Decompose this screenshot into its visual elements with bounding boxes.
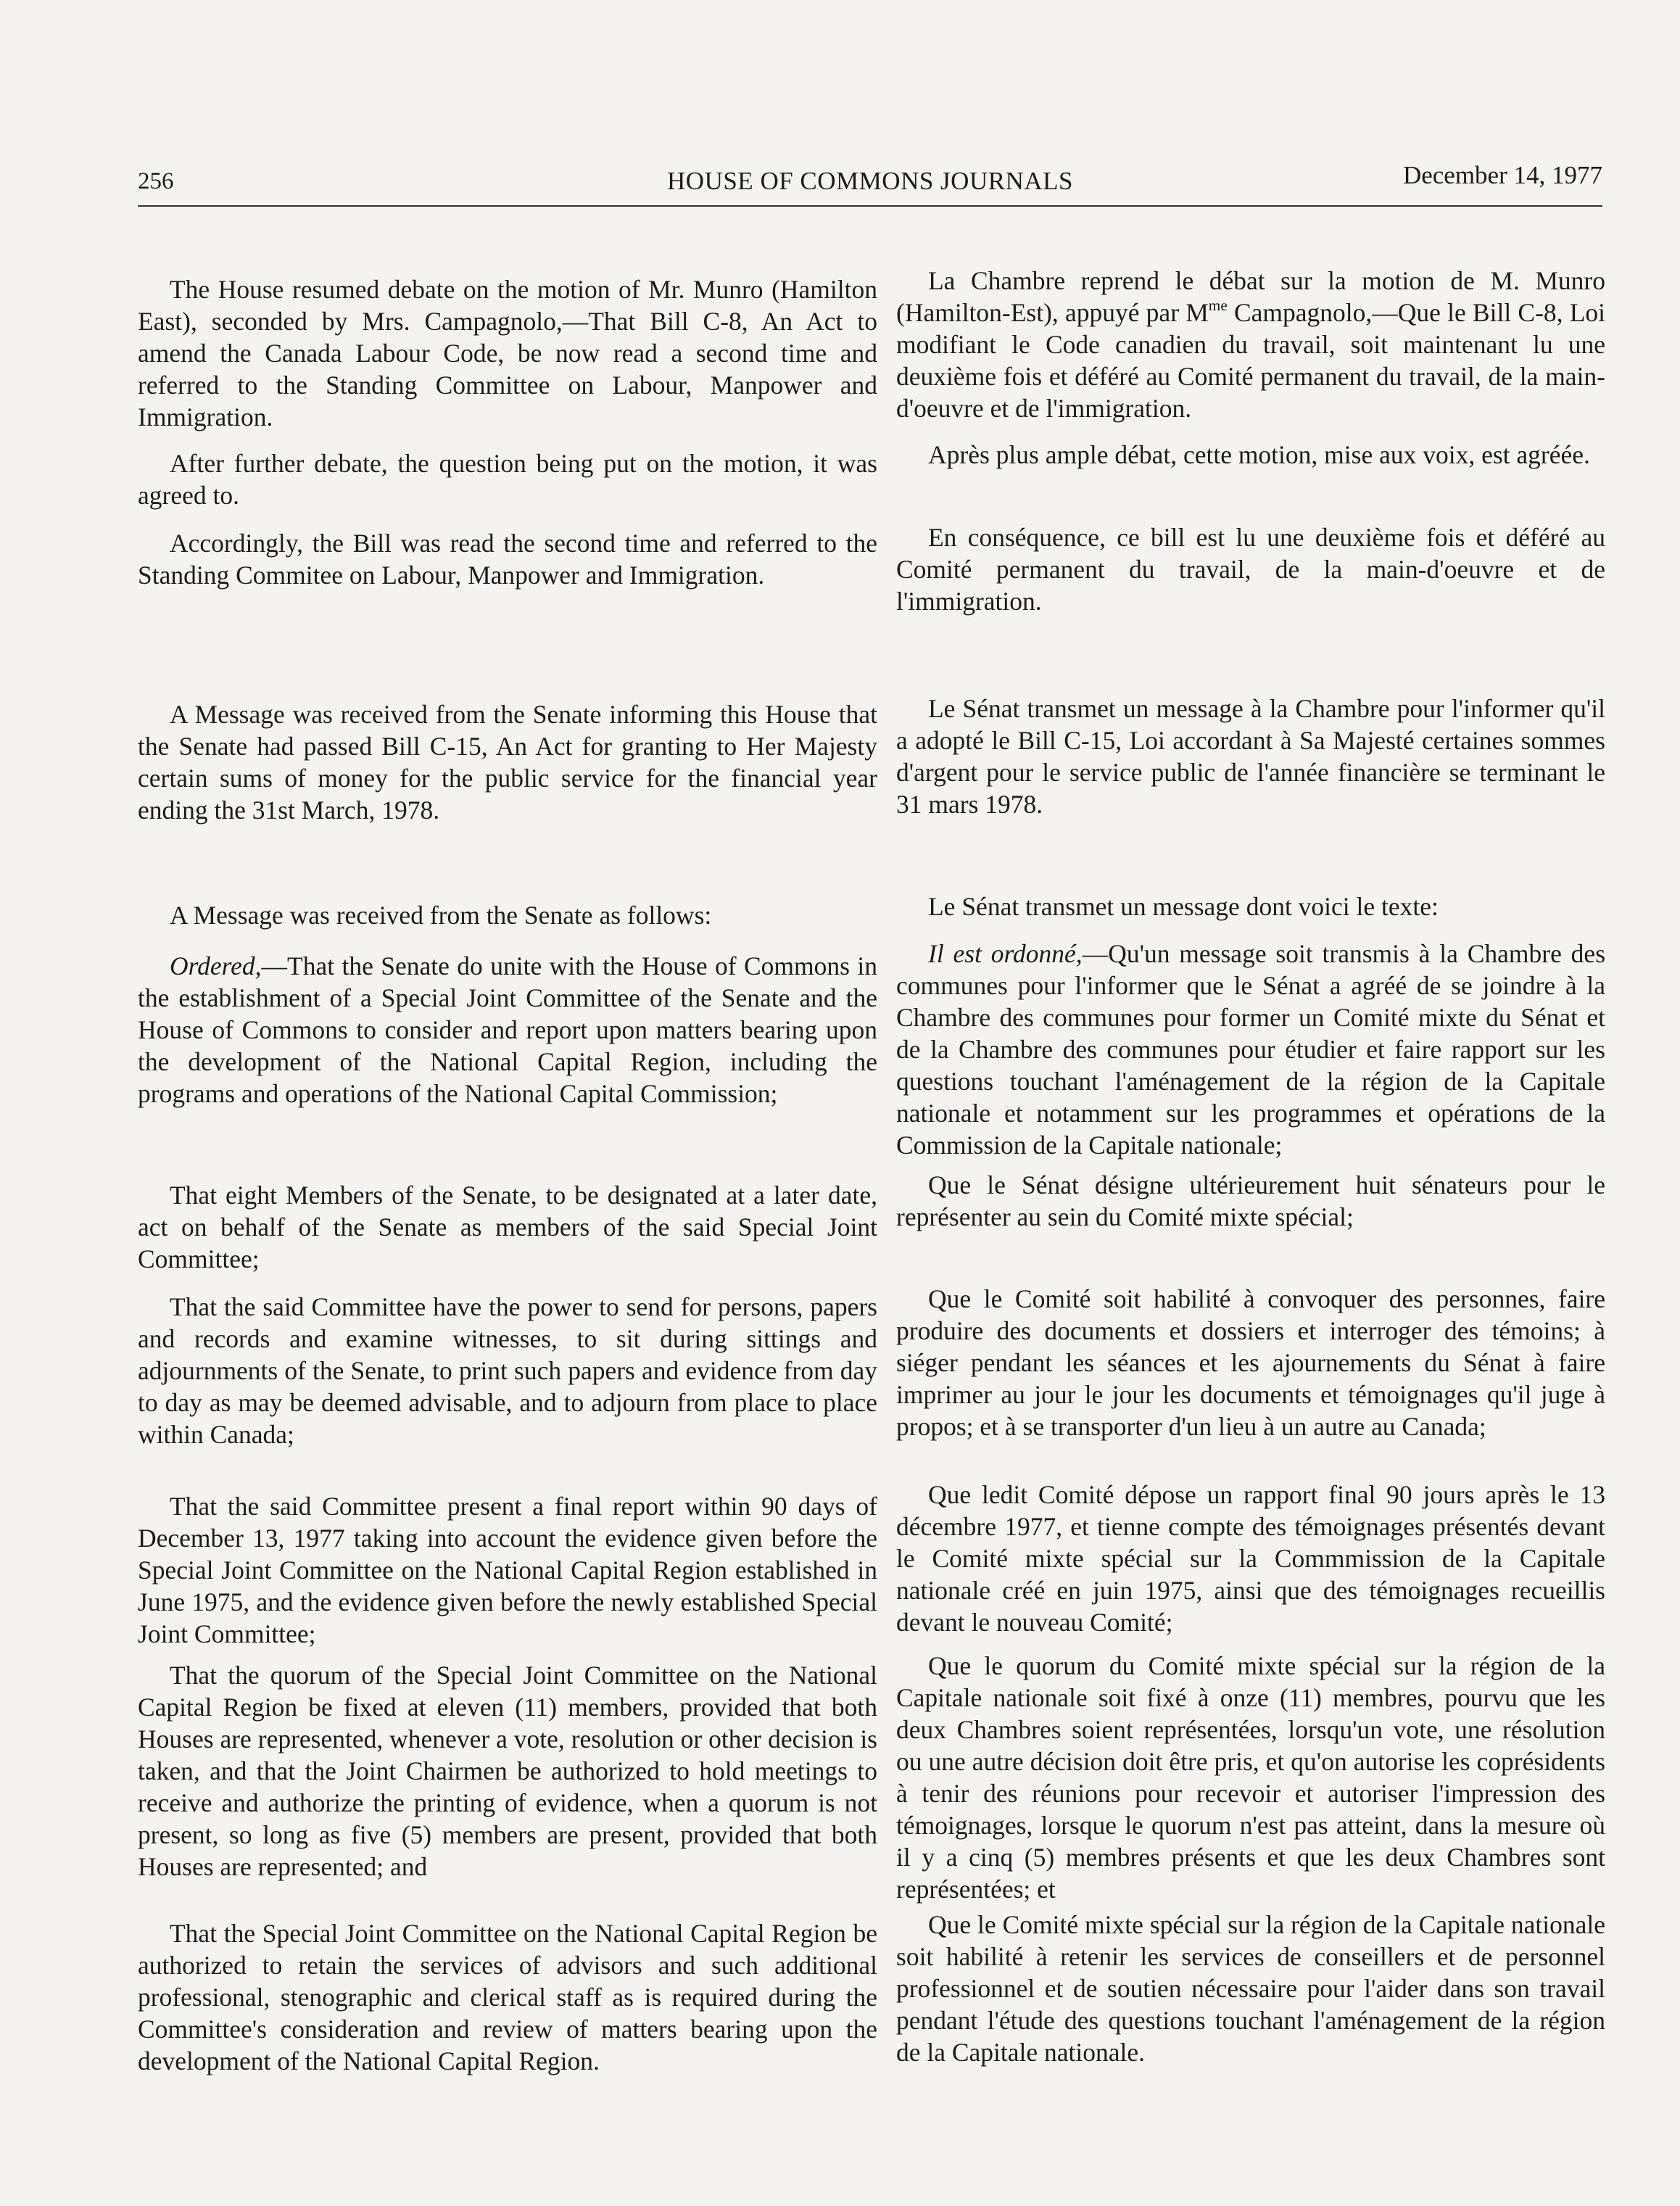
en-paragraph-3: Accordingly, the Bill was read the second time and referred to the Standing Commitee on Labour, Manpower and Immigration. (138, 529, 877, 590)
page-header (138, 161, 1602, 205)
fr-paragraph-7: Que le Sénat désigne ultérieurement huit sénateurs pour le représenter au sein du Comité mixte spécial; (896, 1170, 1605, 1231)
fr-paragraph-11: Que le Comité mixte spécial sur la région de la Capitale nationale soit habilité à retenir les services de conseillers et de personnel professionnel et de soutien nécessaire pour l'aider dans son travail pendant l'étude des questions touchant l'aménagement de la région de la Capitale nationale. (896, 1910, 1605, 2067)
en-paragraph-4: A Message was received from the Senate informing this House that the Senate had passed Bill C-15, An Act for granting to Her Majesty certain sums of money for the public service for the financial year ending the 31st March, 1978. (138, 700, 877, 825)
fr-paragraph-1 (896, 265, 1605, 424)
en-paragraph-8: That the said Committee have the power to send for persons, papers and records and examine witnesses, to sit during sittings and adjournments of the Senate, to print such papers and evidence from day to day as may be deemed advisable, and to adjourn from place to place within Canada; (138, 1292, 877, 1449)
fr-paragraph-2: Après plus ample débat, cette motion, mise aux voix, est agréée. (928, 440, 1590, 469)
en-paragraph-9: That the said Committee present a final report within 90 days of December 13, 1977 taking into account the evidence given before the Special Joint Committee on the National Capital Region established in June 1975, and the evidence given before the newly established Special Joint Committee; (138, 1492, 877, 1648)
en-ordered-text: —That the Senate do unite with the House of Commons in the establishment of a Special Joint Committee of the Senate and the House of Commons to consider and report upon matters bearing upon the development of the National Capital Region, including the programs and operations of the National Capital Commission; (138, 951, 877, 1108)
en-paragraph-5: A Message was received from the Senate as follows: (170, 901, 712, 930)
en-paragraph-2: After further debate, the question being put on the motion, it was agreed to. (138, 449, 877, 510)
header-rule (138, 205, 1602, 207)
fr-ordered-text: —Qu'un message soit transmis à la Chambre des communes pour l'informer que le Sénat a agréé de se joindre à la Chambre des communes pour former un Comité mixte du Sénat et de la Chambre des communes pour étudier et faire rapport sur les questions touchant l'aménagement de la région de la Capitale nationale et notamment sur les programmes et opérations de la Commission de la Capitale nationale; (896, 939, 1606, 1160)
fr-paragraph-6 (896, 938, 1605, 1161)
en-paragraph-1: The House resumed debate on the motion of Mr. Munro (Hamilton East), seconded by Mrs. Campagnolo,—That Bill C-8, An Act to amend the Canada Labour Code, be now read a second time and referred to the Standing Committee on Labour, Manpower and Immigration. (138, 275, 877, 431)
en-paragraph-10: That the quorum of the Special Joint Committee on the National Capital Region be fixed at eleven (11) members, provided that both Houses are represented, whenever a vote, resolution or other decision is taken, and that the Joint Chairmen be authorized to hold meetings to receive and authorize the printing of evidence, when a quorum is not present, so long as five (5) members are present, provided that both Houses are represented; and (138, 1661, 877, 1881)
fr-p1-start: La Chambre reprend le débat sur la motion de M. Munro (Hamilton-Est), appuyé par M (896, 266, 1605, 327)
en-paragraph-11: That the Special Joint Committee on the National Capital Region be authorized to retain the services of advisors and such additional professional, stenographic and clerical staff as is required during the Committee's consideration and review of matters bearing upon the development of the National Capital Region. (138, 1919, 877, 2075)
en-ordered-label: Ordered, (170, 951, 262, 980)
running-title: HOUSE OF COMMONS JOURNALS (667, 167, 1073, 195)
fr-paragraph-9: Que ledit Comité dépose un rapport final 90 jours après le 13 décembre 1977, et tienne compte des témoignages présentés devant le Comité mixte spécial sur la Commmission de la Capitale nationale créé en juin 1975, ainsi que des témoignages recueillis devant le nouveau Comité; (896, 1480, 1605, 1637)
fr-paragraph-5: Le Sénat transmet un message dont voici le texte: (928, 892, 1439, 921)
fr-paragraph-3: En conséquence, ce bill est lu une deuxième fois et déféré au Comité permanent du travail, de la main-d'oeuvre et de l'immigration. (896, 523, 1605, 616)
fr-ordered-label: Il est ordonné, (928, 939, 1083, 968)
fr-p1-superscript: me (1208, 297, 1228, 315)
en-paragraph-6 (138, 950, 877, 1110)
page-number: 256 (138, 168, 174, 194)
fr-p1-end: Campagnolo,—Que le Bill C-8, Loi modifiant le Code canadien du travail, soit maintenant lu une deuxième fois et déféré au Comité permanent du travail, de la main-d'oeuvre et de l'immigration. (896, 298, 1605, 423)
page-date: December 14, 1977 (1402, 161, 1602, 189)
fr-paragraph-4: Le Sénat transmet un message à la Chambre pour l'informer qu'il a adopté le Bill C-15, Loi accordant à Sa Majesté certaines sommes d'argent pour le service public de l'année financière se terminant le 31 mars 1978. (896, 694, 1605, 819)
en-paragraph-7: That eight Members of the Senate, to be designated at a later date, act on behalf of the Senate as members of the said Special Joint Committee; (138, 1181, 877, 1273)
fr-paragraph-8: Que le Comité soit habilité à convoquer des personnes, faire produire des documents et dossiers et interroger des témoins; à siéger pendant les séances et les ajournements du Sénat à faire imprimer au jour le jour les documents et témoignages qu'il juge à propos; et à se transporter d'un lieu à un autre au Canada; (896, 1284, 1605, 1441)
fr-paragraph-10: Que le quorum du Comité mixte spécial sur la région de la Capitale nationale soit fixé à onze (11) membres, pourvu que les deux Chambres soient représentées, lorsqu'un vote, une résolution ou une autre décision doit être pris, et qu'on autorise les coprésidents à tenir des réunions pour recevoir et autoriser l'impression des témoignages, lorsque le quorum n'est pas atteint, dans la mesure où il y a cinq (5) membres présents et que les deux Chambres sont représentées; et (896, 1651, 1605, 1904)
